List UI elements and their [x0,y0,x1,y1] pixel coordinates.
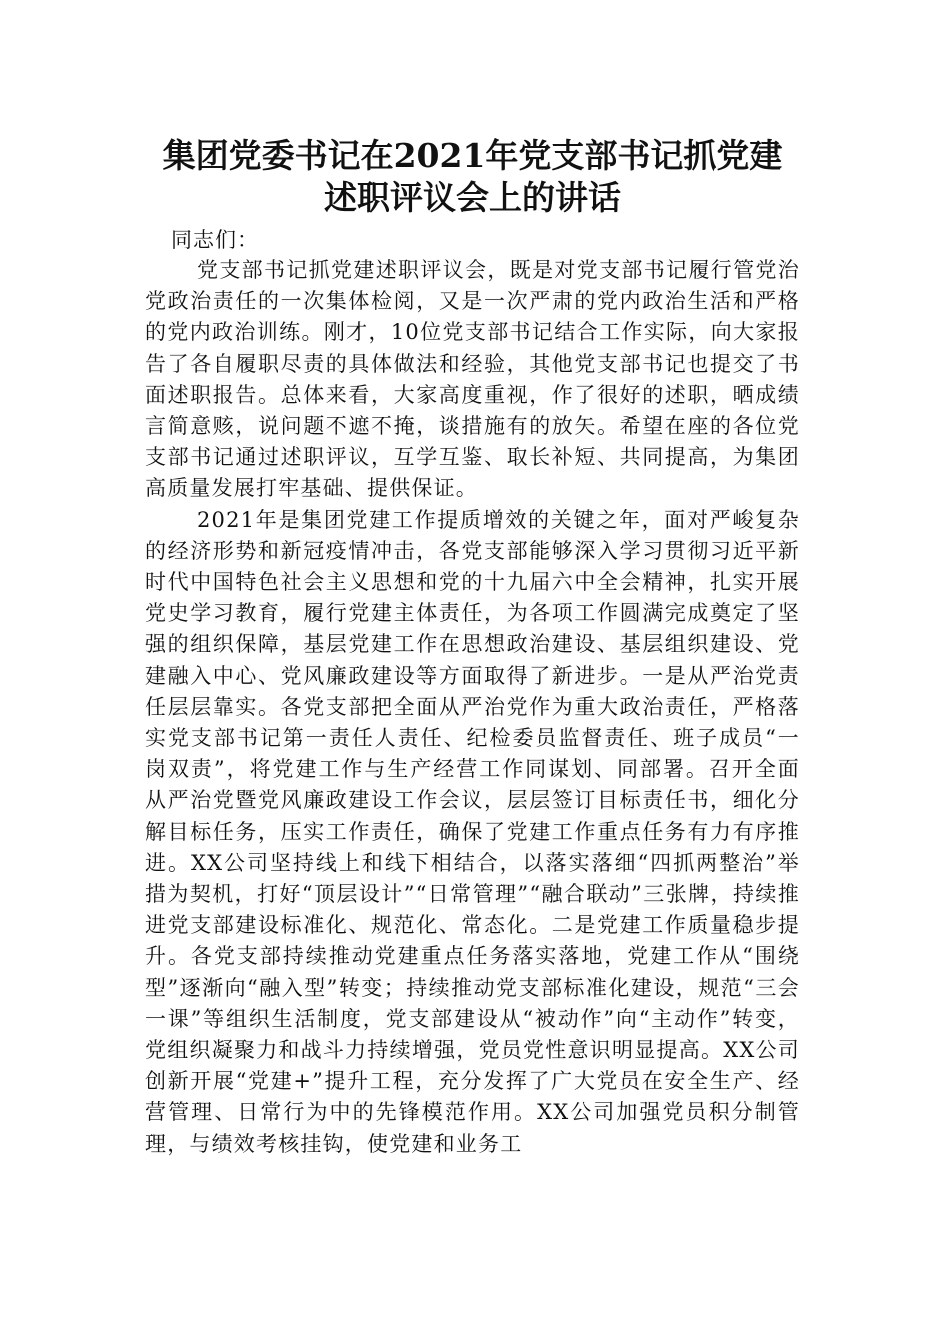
document-title [145,135,800,219]
title-line-2: 述职评议会上的讲话 [324,178,621,217]
paragraph-1: 党支部书记抓党建述职评议会，既是对党支部书记履行管党治党政治责任的一次集体检阅，又是一次严肃的党内政治生活和严格的党内政治训练。刚才，10位党支部书记结合工作实际，向大家报告了各自履职尽责的具体做法和经验，其他党支部书记也提交了书面述职报告。总体来看，大家高度重视，作了很好的述职，晒成绩言简意赅，说问题不遮不掩，谈措施有的放矢。希望在座的各位党支部书记通过述职评议，互学互鉴、取长补短、共同提高，为集团高质量发展打牢基础、提供保证。 [145,258,800,501]
title-line-1: 集团党委书记在2021年党支部书记抓党建 [162,136,783,175]
salutation: 同志们： [171,228,259,252]
document-page [145,135,800,1160]
paragraph-2: 2021年是集团党建工作提质增效的关键之年，面对严峻复杂的经济形势和新冠疫情冲击，各党支部能够深入学习贯彻习近平新时代中国特色社会主义思想和党的十九届六中全会精神，扎实开展党史学习教育，履行党建主体责任，为各项工作圆满完成奠定了坚强的组织保障，基层党建工作在思想政治建设、基层组织建设、党建融入中心、党风廉政建设等方面取得了新进步。一是从严治党责任层层靠实。各党支部把全面从严治党作为重大政治责任，严格落实党支部书记第一责任人责任、纪检委员监督责任、班子成员“一岗双责”，将党建工作与生产经营工作同谋划、同部署。召开全面从严治党暨党风廉政建设工作会议，层层签订目标责任书，细化分解目标任务，压实工作责任，确保了党建工作重点任务有力有序推进。XX公司坚持线上和线下相结合，以落实落细“四抓两整治”举措为契机，打好“顶层设计”“日常管理”“融合联动”三张牌，持续推进党支部建设标准化、规范化、常态化。二是党建工作质量稳步提升。各党支部持续推动党建重点任务落实落地，党建工作从“围绕型”逐渐向“融入型”转变；持续推动党支部标准化建设，规范“三会一课”等组织生活制度，党支部建设从“被动作”向“主动作”转变，党组织凝聚力和战斗力持续增强，党员党性意识明显提高。XX公司创新开展“党建+”提升工程，充分发挥了广大党员在安全生产、经营管理、日常行为中的先锋模范作用。XX公司加强党员积分制管理，与绩效考核挂钩，使党建和业务工 [145,507,800,1156]
